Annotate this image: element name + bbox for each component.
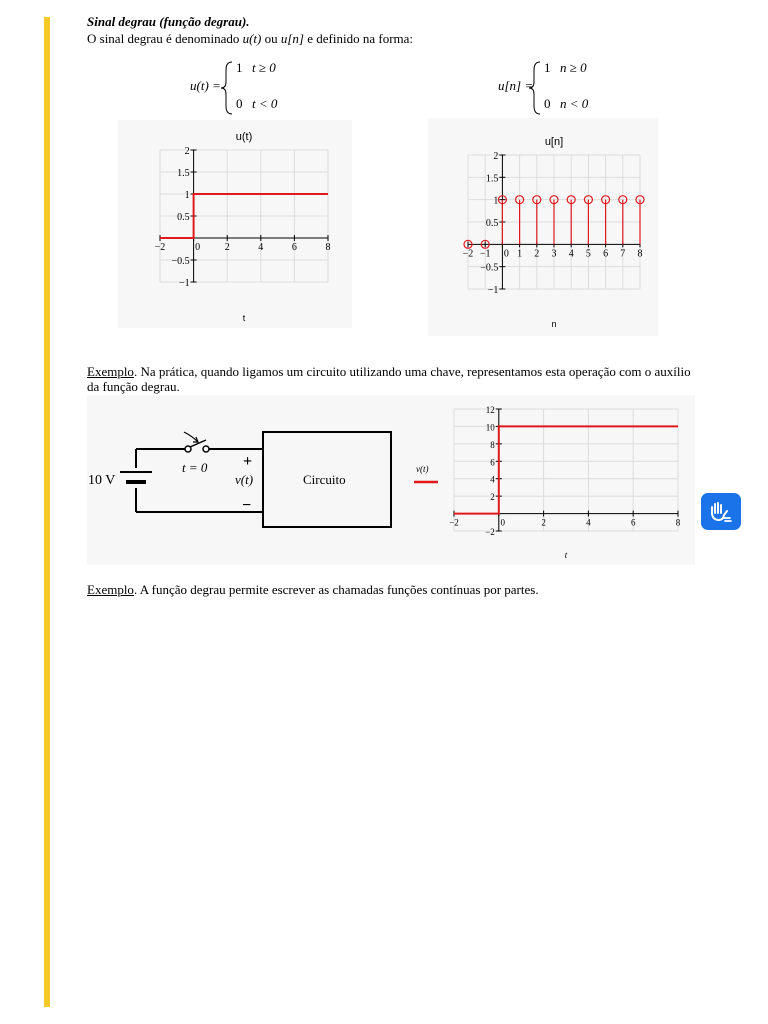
y-tick-label: 6 bbox=[490, 457, 495, 468]
section-title: Sinal degrau (função degrau). bbox=[87, 14, 250, 29]
x-tick-label: 4 bbox=[258, 242, 264, 253]
formula-continuous-case2-value: 0 bbox=[236, 96, 243, 111]
chart-panel-discrete bbox=[428, 118, 658, 336]
x-tick-label: 8 bbox=[325, 242, 331, 253]
x-tick-label: 4 bbox=[568, 248, 574, 260]
circuit-diagram bbox=[80, 420, 410, 560]
formula-continuous-lhs: u(t) = bbox=[190, 78, 221, 93]
y-tick-label: 1.5 bbox=[485, 173, 499, 185]
plus-sign: + bbox=[243, 453, 253, 470]
switch-label: t = 0 bbox=[182, 460, 208, 475]
example1-label: Exemplo bbox=[87, 364, 134, 379]
chart-title: u[n] bbox=[544, 136, 564, 148]
x-tick-label: 8 bbox=[675, 517, 681, 528]
x-axis-label: n bbox=[551, 319, 557, 329]
y-tick-label: 1.5 bbox=[177, 168, 190, 179]
x-tick-label: 2 bbox=[541, 517, 546, 528]
example1-line2: da função degrau. bbox=[87, 379, 180, 394]
example2-label: Exemplo bbox=[87, 582, 134, 597]
y-tick-label: −2 bbox=[485, 527, 495, 537]
example1-text: . Na prática, quando ligamos um circuito utilizando uma chave, representamos esta operação com o auxílio bbox=[133, 364, 691, 379]
circuit-box-label: Circuito bbox=[303, 472, 346, 487]
y-tick-label: 2 bbox=[184, 146, 190, 157]
formula-discrete-case2-cond: n < 0 bbox=[560, 96, 589, 111]
intro-paragraph bbox=[87, 31, 413, 46]
formula-discrete-lhs: u[n] = bbox=[498, 78, 534, 93]
x-axis-label: t bbox=[242, 313, 246, 323]
formula-discrete-brace bbox=[529, 62, 540, 114]
x-tick-label: 1 bbox=[517, 248, 523, 260]
formula-discrete-case2-value: 0 bbox=[544, 96, 551, 111]
intro-ut: u(t) bbox=[242, 31, 262, 46]
left-accent-bar bbox=[44, 17, 50, 1007]
voltage-label: v(t) bbox=[235, 472, 254, 487]
y-tick-label: −0.5 bbox=[480, 262, 499, 274]
example1-line1 bbox=[87, 364, 691, 379]
minus-sign: − bbox=[242, 497, 252, 514]
y-tick-label: 2 bbox=[490, 492, 495, 503]
x-tick-label: −2 bbox=[449, 517, 459, 528]
x-tick-label: 8 bbox=[637, 248, 643, 260]
y-tick-label: 0.5 bbox=[485, 218, 499, 229]
formula-discrete-case1-value: 1 bbox=[544, 60, 551, 75]
x-tick-label: 6 bbox=[291, 242, 297, 253]
switch-arrow-curve bbox=[184, 432, 198, 442]
x-tick-label: 2 bbox=[224, 242, 230, 253]
accessibility-button[interactable] bbox=[701, 493, 741, 530]
x-tick-label: 4 bbox=[586, 517, 591, 528]
y-tick-label: 4 bbox=[490, 474, 495, 485]
sign-language-hands-icon bbox=[708, 500, 734, 524]
x-tick-label: 6 bbox=[603, 248, 609, 260]
formula-continuous-case2-cond: t < 0 bbox=[252, 96, 278, 111]
vt-legend-label: v(t) bbox=[416, 464, 429, 474]
example2-text: . A função degrau permite escrever as chamadas funções contínuas por partes. bbox=[133, 582, 539, 597]
formula-continuous bbox=[190, 58, 300, 118]
y-tick-label: 2 bbox=[493, 151, 499, 162]
intro-suffix: e definido na forma: bbox=[304, 31, 414, 46]
x-axis-label: t bbox=[564, 550, 568, 560]
x-tick-label: 2 bbox=[534, 248, 540, 260]
y-tick-label: 8 bbox=[490, 439, 495, 450]
intro-un: u[n] bbox=[280, 31, 304, 46]
x-tick-label: 5 bbox=[585, 248, 591, 260]
y-tick-label: −0.5 bbox=[171, 256, 190, 267]
x-tick-label: 7 bbox=[620, 248, 626, 260]
switch-contact-right bbox=[203, 446, 209, 452]
chart-panel-continuous bbox=[118, 120, 352, 328]
formula-continuous-case1-cond: t ≥ 0 bbox=[252, 60, 276, 75]
x-tick-label: 3 bbox=[551, 248, 557, 260]
y-tick-label: 10 bbox=[485, 422, 495, 433]
formula-discrete-case1-cond: n ≥ 0 bbox=[560, 60, 587, 75]
example2-line bbox=[87, 582, 539, 597]
x-tick-label: −2 bbox=[154, 242, 166, 253]
y-tick-label: −1 bbox=[487, 285, 499, 296]
x-tick-label: 0 bbox=[500, 517, 506, 528]
x-tick-label: 0 bbox=[195, 242, 201, 253]
intro-middle: ou bbox=[261, 31, 281, 46]
x-tick-label: −1 bbox=[479, 248, 491, 260]
y-tick-label: −1 bbox=[178, 278, 190, 289]
vt-legend bbox=[412, 460, 452, 490]
y-tick-label: 12 bbox=[485, 405, 495, 415]
x-tick-label: 0 bbox=[503, 248, 509, 260]
x-tick-label: 6 bbox=[630, 517, 636, 528]
intro-prefix: O sinal degrau é denominado bbox=[87, 31, 243, 46]
x-tick-label: −2 bbox=[462, 248, 474, 260]
source-label: 10 V bbox=[88, 473, 116, 488]
y-tick-label: 1 bbox=[493, 195, 499, 207]
formula-discrete bbox=[498, 58, 608, 118]
y-tick-label: 0.5 bbox=[177, 212, 190, 223]
formula-continuous-case1-value: 1 bbox=[236, 60, 243, 75]
formula-continuous-brace bbox=[221, 62, 232, 114]
chart-title: u(t) bbox=[235, 131, 253, 143]
y-tick-label: 1 bbox=[184, 190, 190, 201]
